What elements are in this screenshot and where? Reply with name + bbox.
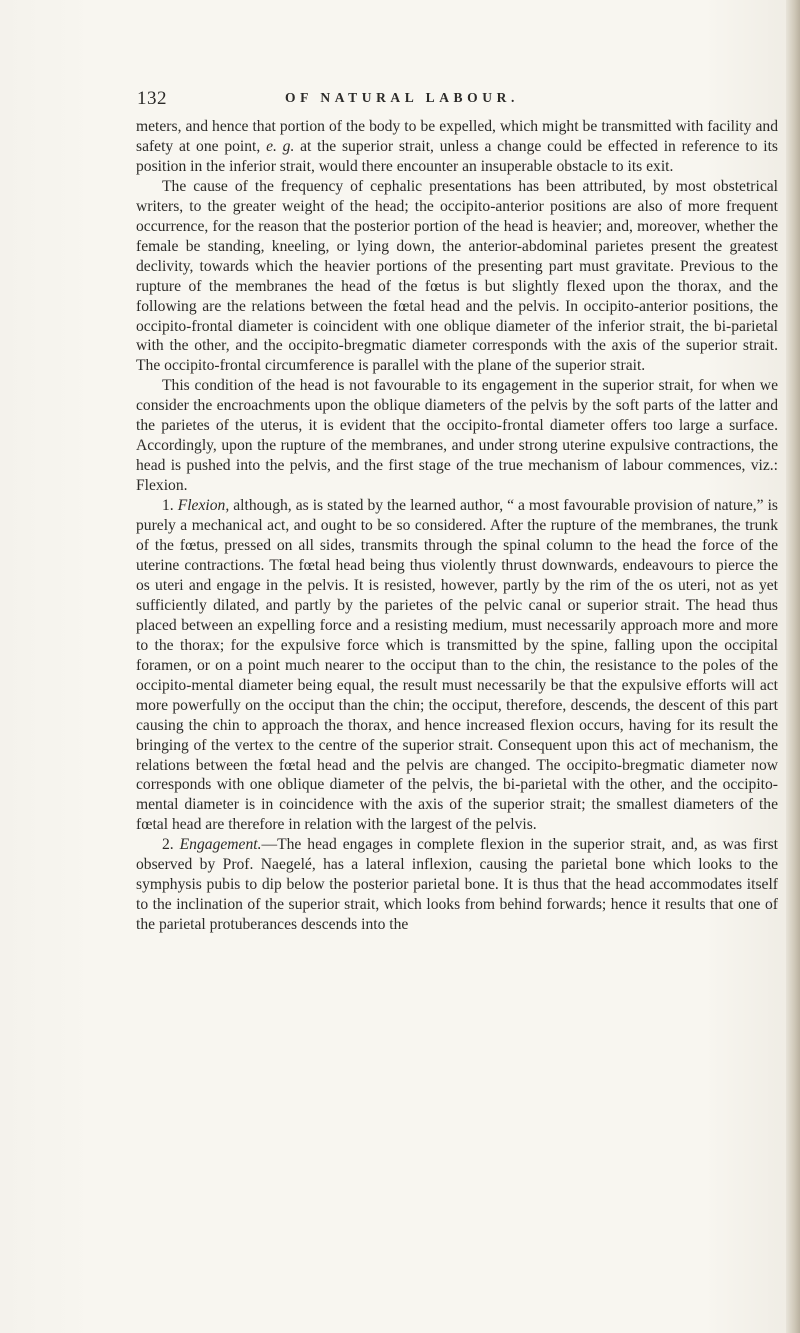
text-segment: This condition of the head is not favourable to its engagement in the superior strait, for when we consider the encroachments upon the oblique diameters of the pelvis by the soft parts of the latter and the parietes of the uterus, it is evident that the occipito-frontal diameter offers too large a surface. Accordingly, upon the rupture of the membranes, and under strong uterine expulsive contractions, the head is pushed into the pelvis, and the first stage of the true mechanism of labour commences, viz.: Flexion. [136,377,778,495]
italic-text: e. g. [266,137,295,155]
text-segment: meters, and hence that portion of the body to be expelled, which might be transmitted with facility and safety at one point, [136,118,778,155]
paragraph [136,496,778,835]
text-segment: 1. [162,497,178,515]
italic-text: Flexion, [177,497,230,515]
page-number: 132 [137,88,167,109]
body-text [136,117,778,935]
text-segment: 2. [162,836,180,854]
running-title: OF NATURAL LABOUR. [285,90,519,105]
italic-text: Engagement. [179,836,262,854]
text-segment: although, as is stated by the learned author, “ a most favourable provision of nature,” is purely a mechanical act, and ought to be so considered. After the rupture of the membranes, the trunk of the fœtus, pressed on all sides, transmits through the spinal column to the head the force of the uterine contractions. The fœtal head being thus violently thrust downwards, endeavours to pierce the os uteri and engage in the pelvis. It is resisted, however, partly by the rim of the os uteri, not as yet sufficiently dilated, and partly by the parietes of the pelvic canal or superior strait. The head thus placed between an expelling force and a resisting medium, must necessarily approach more and more to the thorax; for the expulsive force which is transmitted by the spine, falling upon the occipital foramen, or on a point much nearer to the occiput than to the chin, the resistance to the poles of the occipito-mental diameter being equal, the result must necessarily be that the expulsive efforts will act more powerfully on the occiput than the chin; the occiput, therefore, descends, the descent of this part causing the chin to approach the thorax, and hence increased flexion occurs, having for its result the bringing of the vertex to the centre of the superior strait. Consequent upon this act of mechanism, the relations between the fœtal head and the pelvis are changed. The occipito-bregmatic diameter now corresponds with one oblique diameter of the pelvis, the bi-parietal with the other, and the occipito-mental diameter is in coincidence with the axis of the superior strait; the smallest diameters of the fœtal head are therefore in relation with the largest of the pelvis. [136,497,779,834]
paragraph [136,835,778,935]
paragraph [136,376,778,496]
text-segment: The cause of the frequency of cephalic presentations has been attributed, by most obstetrical writers, to the greater weight of the head; the occipito-anterior positions are also of more frequent occurrence, for the reason that the posterior portion of the head is heavier; and, moreover, whether the female be standing, kneeling, or lying down, the anterior-abdominal parietes present the greatest declivity, towards which the heavier portions of the presenting part must gravitate. Previous to the rupture of the membranes the head of the fœtus is but slightly flexed upon the thorax, and the following are the relations between the fœtal head and the pelvis. In occipito-anterior positions, the occipito-frontal diameter is coincident with one oblique diameter of the inferior strait, the bi-parietal with the other, and the occipito-bregmatic diameter corresponds with the axis of the superior strait. The occipito-frontal circumference is parallel with the plane of the superior strait. [136,177,778,375]
paragraph [136,177,778,377]
text-segment: at the superior strait, unless a change could be effected in reference to its position in the inferior strait, would there encounter an insuperable obstacle to its exit. [136,137,778,175]
running-head [137,88,777,110]
page-edge-shadow [786,0,800,1333]
text-segment: —The head engages in complete flexion in the superior strait, and, as was first observed by Prof. Naegelé, has a lateral inflexion, causing the parietal bone which looks to the symphysis pubis to dip below the posterior parietal bone. It is thus that the head accommodates itself to the inclination of the superior strait, which looks from behind forwards; hence it results that one of the parietal protuberances descends into the [136,836,778,934]
paragraph [136,117,778,177]
